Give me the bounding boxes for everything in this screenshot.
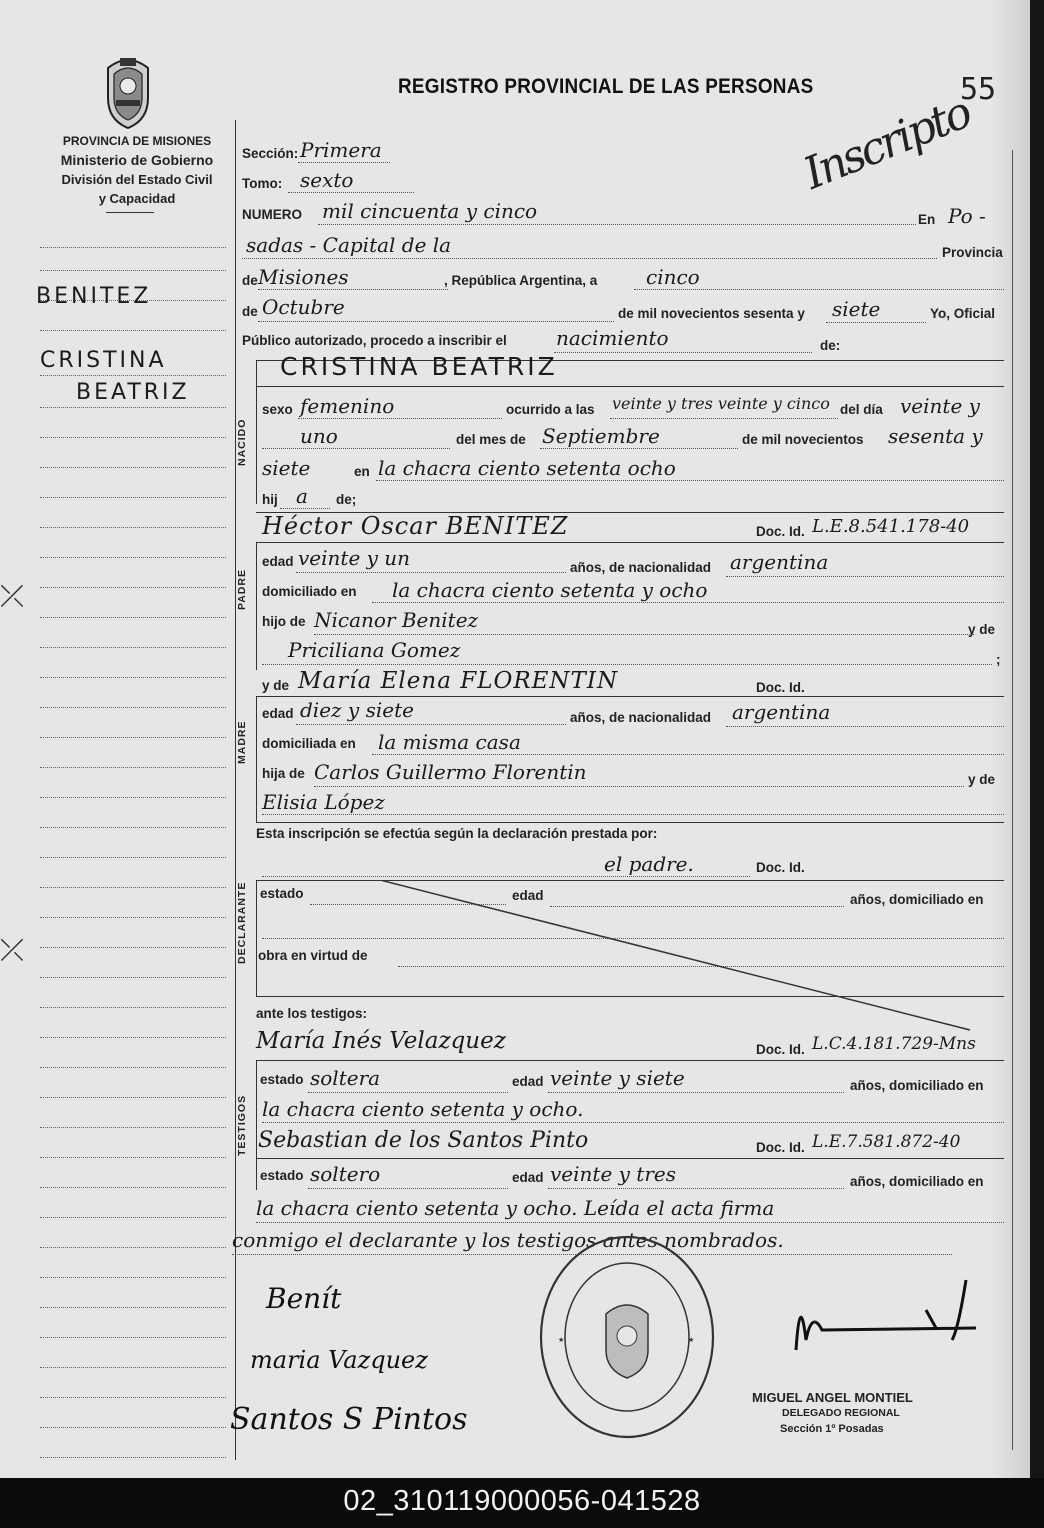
testigo-2-edad-label: edad [512,1170,544,1185]
madre-hija-label: hija de [262,766,305,781]
madre-nacionalidad: argentina [732,700,831,724]
madre-doc-label: Doc. Id. [756,680,805,695]
margin-surname: BENITEZ [36,284,152,309]
inscripto-stamp: Inscripto [796,87,977,200]
testigo-2-doc: L.E.7.581.872-40 [812,1132,961,1152]
ministry-line-2: Ministerio de Gobierno [60,152,214,168]
testigo-2-estado-label: estado [260,1168,304,1183]
testigo-2-estado: soltero [310,1162,381,1186]
testigos-section-label: TESTIGOS [236,1094,248,1156]
testigo-1-doc: L.C.4.181.729-Mns [812,1034,976,1054]
anio-value-2: siete [262,456,311,480]
archive-code-footer: 02_310119000056-041528 [0,1478,1044,1528]
padre-section-label: PADRE [236,569,248,610]
declarante-estado-label: estado [260,886,304,901]
testigo-2-domicilio-1: la chacra ciento setenta y ocho. Leída el acta firma [256,1196,775,1220]
hij-de-label: de; [336,492,357,507]
official-title: DELEGADO REGIONAL [782,1407,900,1419]
testigo-1-domicilio: la chacra ciento setenta y ocho. [262,1097,584,1121]
dia-value-2: uno [300,424,338,448]
numero-value: mil cincuenta y cinco [322,199,538,223]
padre-domicilio: la chacra ciento setenta y ocho [392,578,708,602]
svg-text:★: ★ [558,1337,565,1344]
hij-value: a [296,484,308,508]
padre-bracket [256,542,257,670]
padre-doc-label: Doc. Id. [756,524,805,539]
madre-bracket [256,696,257,822]
testigo-1-estado: soltera [310,1066,381,1090]
madre-bottom-rule [256,822,1004,823]
hij-label: hij [262,492,278,507]
madre-dom-label: domiciliada en [262,736,356,751]
padre-doc-value: L.E.8.541.178-40 [812,516,970,537]
madre-padre-de: Carlos Guillermo Florentin [314,760,587,784]
padre-semicolon: ; [996,652,1001,667]
republica-label: , República Argentina, a [444,273,598,288]
official-name: MIGUEL ANGEL MONTIEL [752,1390,913,1405]
en-value: Po - [948,204,986,228]
testigo-2-edad: veinte y tres [550,1162,676,1186]
mes-value: Septiembre [542,424,660,448]
testigo-1-doc-label: Doc. Id. [756,1042,805,1057]
de-label: de [242,273,258,288]
ministry-block [30,132,244,208]
staple-mark-2: ⤫ [0,934,24,967]
ministry-divider [106,212,154,213]
page-edge-shade [990,0,1030,1478]
dia-label: del día [840,402,883,417]
padre-hijo-label: hijo de [262,614,306,629]
padre-dom-label: domiciliado en [262,584,357,599]
declarante-bracket [256,880,257,996]
seccion-label: Sección: [242,146,299,161]
lugar-value: la chacra ciento setenta ocho [378,456,676,480]
madre-edad-value: diez y siete [300,698,414,722]
testigo-2-nombre: Sebastian de los Santos Pinto [258,1128,589,1153]
madre-domicilio: la misma casa [378,730,521,754]
year-label: de mil novecientos sesenta y [618,306,805,321]
nacido-name-rule [256,386,1004,387]
en-label: En [918,212,936,227]
madre-madre-de: Elisia López [262,790,385,814]
declarante-doc-label: Doc. Id. [756,860,805,875]
madre-section-label: MADRE [236,720,248,764]
testigo-1-estado-label: estado [260,1072,304,1087]
padre-name-rule [256,542,1004,543]
padre-nombre: Héctor Oscar BENITEZ [262,512,569,540]
mes-label: del mes de [456,432,526,447]
testigo-2-domicilio-2: conmigo el declarante y los testigos antes nombrados. [232,1228,784,1252]
padre-nac-label: años, de nacionalidad [570,560,712,575]
coat-of-arms-emblem [100,54,156,130]
madre-nombre: María Elena FLORENTIN [298,668,619,694]
anio-value-1: sesenta y [888,424,983,448]
registry-title: REGISTRO PROVINCIAL DE LAS PERSONAS [398,75,814,98]
dia-value-1: veinte y [900,394,980,418]
margin-given-2: BEATRIZ [76,380,190,405]
numero-label: NUMERO [242,207,302,222]
place-line: sadas - Capital de la [246,233,452,257]
declarante-crossout-line [380,880,980,1040]
anio-label: de mil novecientos [742,432,864,447]
seccion-value: Primera [300,138,382,162]
testigos-intro: ante los testigos: [256,1006,368,1021]
month-value: Octubre [262,295,345,319]
right-margin-line [1012,150,1013,1450]
padre-madre-de: Priciliana Gomez [288,638,461,662]
main-margin-line [235,120,236,1460]
madre-edad-label: edad [262,706,294,721]
padre-edad-label: edad [262,554,294,569]
official-section: Sección 1º Posadas [780,1423,884,1435]
madre-yde-label: y de [262,678,290,693]
padre-padre-de: Nicanor Benitez [314,608,479,632]
madre-name-rule [256,696,1004,697]
sexo-value: femenino [300,394,395,418]
page-number: 55 [960,72,997,107]
year-value: siete [832,297,881,321]
de3-label: de: [820,338,841,353]
hora-value: veinte y tres veinte y cinco [612,394,830,413]
declarante-anios-label: años, domiciliado en [850,892,984,907]
margin-given-1: CRISTINA [40,348,167,373]
declarante-edad-label: edad [512,888,544,903]
testigo-1-edad-label: edad [512,1074,544,1089]
sexo-label: sexo [262,402,293,417]
declarante-section-label: DECLARANTE [236,881,248,964]
madre-yde-label-2: y de [968,772,996,787]
testigo-2-rule [256,1158,1004,1159]
staple-mark-1: ⤫ [0,580,24,613]
testigo-2-anios-label: años, domiciliado en [850,1174,984,1189]
signature-testigo-1: maria Vazquez [250,1346,428,1374]
day-value: cinco [646,265,700,289]
ministry-line-4: y Capacidad [98,191,176,206]
nacido-bracket [256,360,257,504]
declarante-quien: el padre. [604,852,694,876]
testigo-1-anios-label: años, domiciliado en [850,1078,984,1093]
padre-edad-value: veinte y un [298,546,411,570]
testigo-1-edad: veinte y siete [550,1066,685,1090]
tomo-value: sexto [300,168,354,192]
provincia-label: Provincia [942,245,1003,260]
nacido-section-label: NACIDO [236,418,248,466]
signature-declarante: Benít [266,1282,342,1315]
declarante-intro: Esta inscripción se efectúa según la declaración prestada por: [256,826,658,841]
publico-label: Público autorizado, procedo a inscribir el [242,333,507,348]
testigos-top-rule [256,1060,1004,1061]
official-signature-scribble [776,1270,1006,1370]
oficial-label: Yo, Oficial [930,306,996,321]
lugar-label: en [354,464,370,479]
tomo-label: Tomo: [242,176,283,191]
signature-testigo-2: Santos S Pintos [230,1402,468,1437]
testigo-2-doc-label: Doc. Id. [756,1140,805,1155]
testigo-1-nombre: María Inés Velazquez [256,1028,506,1054]
ocurrido-label: ocurrido a las [506,402,595,417]
nombre-inscripto: CRISTINA BEATRIZ [280,352,558,381]
testigos-bracket [256,1060,257,1190]
declarante-obra-label: obra en virtud de [258,948,368,963]
provincia-value: Misiones [258,265,349,289]
padre-nacionalidad: argentina [730,550,829,574]
official-seal [536,1232,718,1442]
padre-yde-label: y de [968,622,996,637]
de2-label: de [242,304,258,319]
acto-value: nacimiento [556,326,669,350]
ministry-line-3: División del Estado Civil [61,172,213,187]
madre-nac-label: años, de nacionalidad [570,710,712,725]
svg-text:★: ★ [688,1337,695,1344]
ministry-line-1: PROVINCIA DE MISIONES [62,134,212,148]
